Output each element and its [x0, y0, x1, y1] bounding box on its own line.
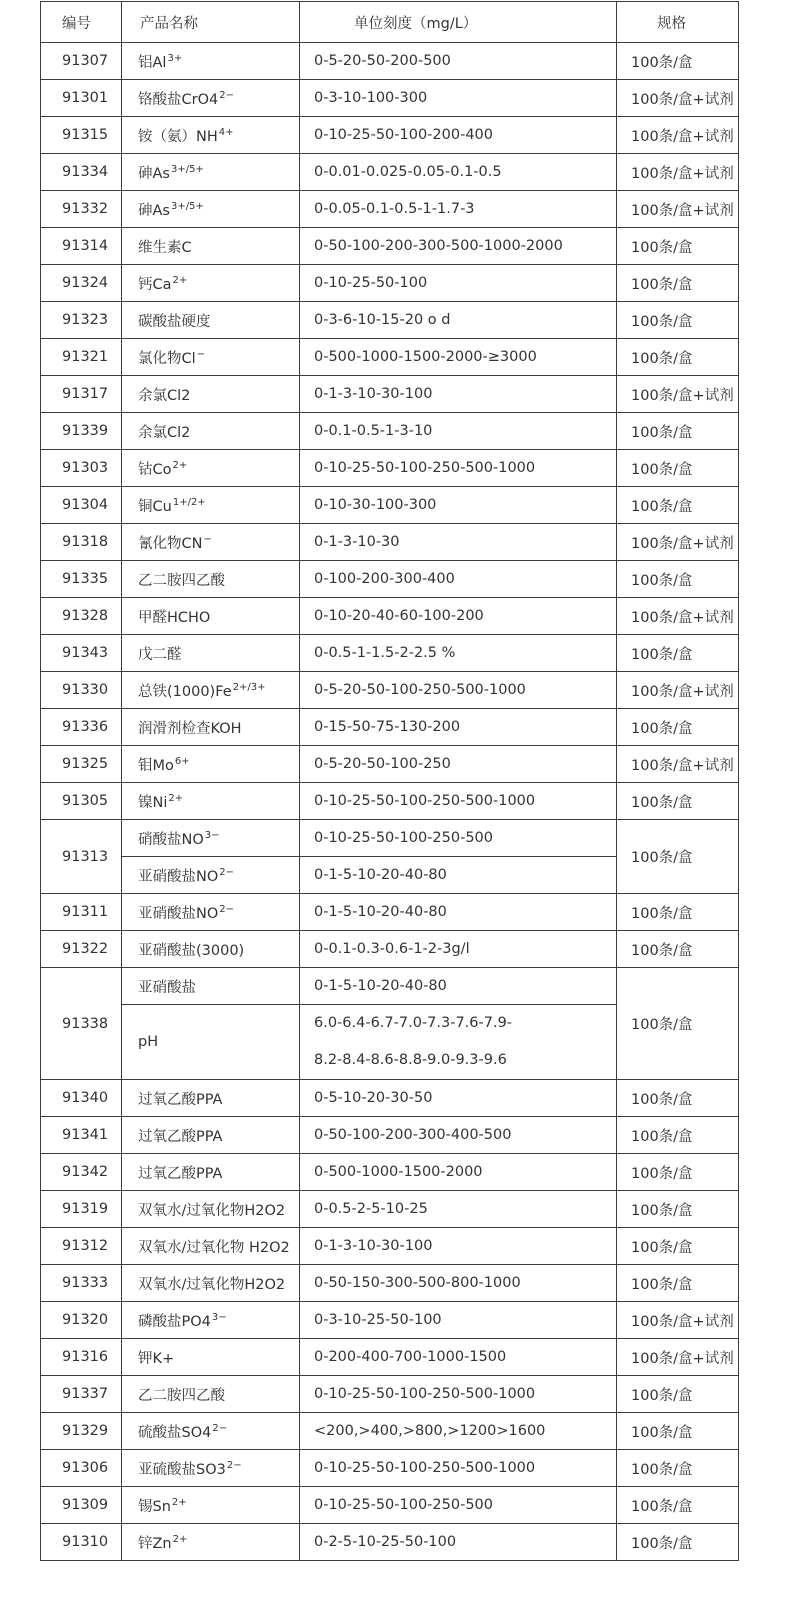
product-name: 亚硝酸盐NO — [138, 868, 219, 885]
product-name-cell — [122, 80, 300, 117]
package-spec: 100条/盒 — [617, 1191, 739, 1228]
package-spec: 100条/盒+试剂 — [617, 524, 739, 561]
scale-range: 0-10-25-50-100-250-500-1000 — [300, 783, 617, 820]
package-spec: 100条/盒+试剂 — [617, 376, 739, 413]
product-name-cell — [122, 413, 300, 450]
ion-charge: 3− — [211, 1311, 227, 1323]
product-code: 91339 — [41, 413, 122, 450]
product-name: 双氧水/过氧化物H2O2 — [138, 1276, 286, 1293]
product-name: 硫酸盐SO4 — [138, 1424, 212, 1441]
product-name: 亚硝酸盐 — [138, 979, 196, 996]
product-name-cell — [122, 154, 300, 191]
product-code: 91318 — [41, 524, 122, 561]
scale-range: 0-0.01-0.025-0.05-0.1-0.5 — [300, 154, 617, 191]
table-row — [41, 1487, 739, 1524]
product-code: 91335 — [41, 561, 122, 598]
table-row — [41, 376, 739, 413]
table-row — [41, 487, 739, 524]
package-spec: 100条/盒+试剂 — [617, 80, 739, 117]
scale-range: 0-1-3-10-30 — [300, 524, 617, 561]
product-name-cell — [122, 1080, 300, 1117]
table-row — [41, 191, 739, 228]
scale-range-line: 6.0-6.4-6.7-7.0-7.3-7.6-7.9- — [314, 1015, 513, 1031]
scale-range: 0-5-10-20-30-50 — [300, 1080, 617, 1117]
table-row — [41, 1376, 739, 1413]
product-name: 过氧乙酸PPA — [138, 1165, 223, 1182]
product-name-cell — [122, 228, 300, 265]
package-spec: 100条/盒 — [617, 339, 739, 376]
ion-charge: 2+ — [172, 1533, 188, 1545]
scale-range: 0-0.5-2-5-10-25 — [300, 1191, 617, 1228]
table-row — [41, 228, 739, 265]
scale-range: 0-50-100-200-300-400-500 — [300, 1117, 617, 1154]
scale-range-line: 8.2-8.4-8.6-8.8-9.0-9.3-9.6 — [314, 1052, 507, 1068]
product-name-cell — [122, 709, 300, 746]
scale-range: 0-200-400-700-1000-1500 — [300, 1339, 617, 1376]
package-spec: 100条/盒 — [617, 450, 739, 487]
product-name: 维生素C — [138, 239, 192, 256]
table-body — [41, 43, 739, 1561]
product-name: 铵（氨）NH — [138, 128, 218, 145]
product-name-cell — [122, 339, 300, 376]
package-spec: 100条/盒 — [617, 931, 739, 968]
ion-charge: 3− — [204, 829, 220, 841]
header-row — [41, 2, 739, 43]
product-code: 91334 — [41, 154, 122, 191]
table-row — [41, 820, 739, 857]
table-row — [41, 1302, 739, 1339]
product-name: pH — [138, 1034, 159, 1050]
product-code: 91343 — [41, 635, 122, 672]
table-row — [41, 968, 739, 1005]
product-name: 铜Cu — [138, 498, 172, 515]
product-code: 91306 — [41, 1450, 122, 1487]
product-name-cell — [122, 1005, 300, 1080]
product-name: 磷酸盐PO4 — [138, 1313, 211, 1330]
product-name: 过氧乙酸PPA — [138, 1091, 223, 1108]
product-code: 91330 — [41, 672, 122, 709]
product-code: 91315 — [41, 117, 122, 154]
package-spec: 100条/盒 — [617, 228, 739, 265]
package-spec: 100条/盒+试剂 — [617, 191, 739, 228]
package-spec: 100条/盒 — [617, 820, 739, 894]
scale-range: 0-50-150-300-500-800-1000 — [300, 1265, 617, 1302]
package-spec: 100条/盒 — [617, 1450, 739, 1487]
table-row — [41, 1117, 739, 1154]
package-spec: 100条/盒+试剂 — [617, 598, 739, 635]
scale-range: 0-0.1-0.3-0.6-1-2-3g/l — [300, 931, 617, 968]
product-name: 铬酸盐CrO4 — [138, 91, 219, 108]
scale-range: 0-0.1-0.5-1-3-10 — [300, 413, 617, 450]
product-name: 乙二胺四乙酸 — [138, 572, 225, 589]
package-spec: 100条/盒 — [617, 783, 739, 820]
product-name: 亚硝酸盐NO — [138, 905, 219, 922]
product-code: 91342 — [41, 1154, 122, 1191]
product-name-cell — [122, 191, 300, 228]
product-name: 氯化物Cl — [138, 350, 196, 367]
product-name-cell — [122, 1117, 300, 1154]
package-spec: 100条/盒 — [617, 709, 739, 746]
product-code: 91313 — [41, 820, 122, 894]
product-code: 91312 — [41, 1228, 122, 1265]
product-name: 钙Ca — [138, 276, 172, 293]
product-name: 碳酸盐硬度 — [138, 313, 211, 330]
scale-range: 0-5-20-50-100-250 — [300, 746, 617, 783]
product-table — [40, 1, 739, 1561]
ion-charge: 3+/5+ — [170, 163, 204, 175]
package-spec: 100条/盒+试剂 — [617, 117, 739, 154]
product-code: 91336 — [41, 709, 122, 746]
ion-charge: 2+ — [172, 459, 188, 471]
table-row — [41, 672, 739, 709]
table-row — [41, 339, 739, 376]
product-name-cell — [122, 1339, 300, 1376]
product-name-cell — [122, 968, 300, 1005]
product-name-cell — [122, 1376, 300, 1413]
product-name-cell — [122, 450, 300, 487]
ion-charge: 3+ — [167, 52, 183, 64]
table-row — [41, 450, 739, 487]
package-spec: 100条/盒+试剂 — [617, 154, 739, 191]
product-name: 砷As — [138, 165, 170, 182]
product-code: 91328 — [41, 598, 122, 635]
scale-range: 0-10-20-40-60-100-200 — [300, 598, 617, 635]
product-code: 91304 — [41, 487, 122, 524]
scale-range: 0-5-20-50-200-500 — [300, 43, 617, 80]
product-name-cell — [122, 524, 300, 561]
product-name-cell — [122, 672, 300, 709]
product-name-cell — [122, 265, 300, 302]
package-spec: 100条/盒+试剂 — [617, 1339, 739, 1376]
table-row — [41, 1228, 739, 1265]
product-code: 91301 — [41, 80, 122, 117]
table-row — [41, 524, 739, 561]
package-spec: 100条/盒 — [617, 1080, 739, 1117]
table-row — [41, 561, 739, 598]
table-row — [41, 43, 739, 80]
table-row — [41, 931, 739, 968]
product-name-cell — [122, 1524, 300, 1561]
package-spec: 100条/盒 — [617, 1524, 739, 1561]
scale-range: 0-0.5-1-1.5-2-2.5 % — [300, 635, 617, 672]
package-spec: 100条/盒 — [617, 1487, 739, 1524]
scale-range: 0-100-200-300-400 — [300, 561, 617, 598]
table-row — [41, 894, 739, 931]
package-spec: 100条/盒+试剂 — [617, 746, 739, 783]
product-code: 91337 — [41, 1376, 122, 1413]
product-name: 余氯Cl2 — [138, 424, 191, 441]
header-spec: 规格 — [617, 2, 739, 43]
scale-range: 0-500-1000-1500-2000 — [300, 1154, 617, 1191]
product-name: 锡Sn — [138, 1498, 171, 1515]
scale-range: 0-3-6-10-15-20 o d — [300, 302, 617, 339]
ion-charge: 2− — [219, 903, 235, 915]
table-row — [41, 154, 739, 191]
package-spec: 100条/盒 — [617, 1376, 739, 1413]
scale-range: 0-50-100-200-300-500-1000-2000 — [300, 228, 617, 265]
ion-charge: 2+/3+ — [232, 681, 266, 693]
product-name: 钴Co — [138, 461, 172, 478]
product-name: 砷As — [138, 202, 170, 219]
product-name: 亚硝酸盐(3000) — [138, 942, 245, 959]
product-name: 镍Ni — [138, 794, 168, 811]
ion-charge: 1+/2+ — [172, 496, 206, 508]
product-name-cell — [122, 894, 300, 931]
ion-charge: 2− — [212, 1422, 228, 1434]
product-code: 91303 — [41, 450, 122, 487]
scale-range: 0-500-1000-1500-2000-≥3000 — [300, 339, 617, 376]
product-code: 91333 — [41, 1265, 122, 1302]
scale-range: 0-10-25-50-100-250-500-1000 — [300, 450, 617, 487]
product-code: 91332 — [41, 191, 122, 228]
table-row — [41, 1450, 739, 1487]
table-row — [41, 80, 739, 117]
product-name-cell — [122, 783, 300, 820]
product-code: 91314 — [41, 228, 122, 265]
table-row — [41, 302, 739, 339]
ion-charge: 2− — [219, 866, 235, 878]
package-spec: 100条/盒 — [617, 265, 739, 302]
scale-range: 0-10-25-50-100-250-500-1000 — [300, 1450, 617, 1487]
package-spec: 100条/盒 — [617, 1228, 739, 1265]
product-name-cell — [122, 1450, 300, 1487]
product-code: 91321 — [41, 339, 122, 376]
table-row — [41, 635, 739, 672]
product-name: 甲醛HCHO — [138, 609, 211, 626]
product-name: 润滑剂检查KOH — [138, 720, 242, 737]
ion-charge: 2+ — [172, 274, 188, 286]
ion-charge: 2− — [226, 1459, 242, 1471]
scale-range: 0-3-10-25-50-100 — [300, 1302, 617, 1339]
package-spec: 100条/盒 — [617, 1117, 739, 1154]
product-code: 91324 — [41, 265, 122, 302]
table-row — [41, 709, 739, 746]
product-code: 91340 — [41, 1080, 122, 1117]
ion-charge: 6+ — [174, 755, 190, 767]
product-name: 双氧水/过氧化物H2O2 — [138, 1202, 286, 1219]
scale-range: 0-1-5-10-20-40-80 — [300, 857, 617, 894]
product-name-cell — [122, 931, 300, 968]
table-row — [41, 783, 739, 820]
product-name: 铝Al — [138, 54, 167, 71]
scale-range: 0-10-25-50-100-250-500 — [300, 820, 617, 857]
product-name: 乙二胺四乙酸 — [138, 1387, 225, 1404]
package-spec: 100条/盒+试剂 — [617, 1302, 739, 1339]
product-name-cell — [122, 1154, 300, 1191]
product-name-cell — [122, 1487, 300, 1524]
table-row — [41, 1154, 739, 1191]
product-name-cell — [122, 598, 300, 635]
product-name: 硝酸盐NO — [138, 831, 204, 848]
product-name-cell — [122, 746, 300, 783]
package-spec: 100条/盒+试剂 — [617, 672, 739, 709]
scale-range: 0-0.05-0.1-0.5-1-1.7-3 — [300, 191, 617, 228]
product-code: 91307 — [41, 43, 122, 80]
product-name-cell — [122, 1413, 300, 1450]
scale-range: <200,>400,>800,>1200>1600 — [300, 1413, 617, 1450]
product-name-cell — [122, 487, 300, 524]
scale-range: 0-10-25-50-100-200-400 — [300, 117, 617, 154]
product-name: 过氧乙酸PPA — [138, 1128, 223, 1145]
product-name-cell — [122, 635, 300, 672]
package-spec: 100条/盒 — [617, 302, 739, 339]
product-name: 总铁(1000)Fe — [138, 683, 232, 700]
product-name-cell — [122, 1228, 300, 1265]
table-row — [41, 117, 739, 154]
product-code: 91341 — [41, 1117, 122, 1154]
scale-range: 0-5-20-50-100-250-500-1000 — [300, 672, 617, 709]
table-row — [41, 598, 739, 635]
product-name-cell — [122, 1302, 300, 1339]
product-code: 91305 — [41, 783, 122, 820]
ion-charge: 2+ — [171, 1496, 187, 1508]
table-row — [41, 1080, 739, 1117]
product-code: 91309 — [41, 1487, 122, 1524]
scale-range: 0-2-5-10-25-50-100 — [300, 1524, 617, 1561]
package-spec: 100条/盒 — [617, 635, 739, 672]
product-name: 锌Zn — [138, 1535, 172, 1552]
product-name: 钾K+ — [138, 1350, 175, 1367]
product-name-cell — [122, 376, 300, 413]
product-name-cell — [122, 857, 300, 894]
ion-charge: − — [196, 348, 206, 360]
scale-range: 0-1-5-10-20-40-80 — [300, 894, 617, 931]
package-spec: 100条/盒 — [617, 487, 739, 524]
table-header — [41, 2, 739, 43]
scale-range — [300, 1005, 617, 1080]
header-range: 单位刻度（mg/L） — [300, 2, 617, 43]
table-row — [41, 1191, 739, 1228]
package-spec: 100条/盒 — [617, 561, 739, 598]
ion-charge: 2+ — [168, 792, 184, 804]
product-code: 91316 — [41, 1339, 122, 1376]
scale-range: 0-1-5-10-20-40-80 — [300, 968, 617, 1005]
package-spec: 100条/盒 — [617, 1413, 739, 1450]
product-name-cell — [122, 1265, 300, 1302]
scale-range: 0-10-30-100-300 — [300, 487, 617, 524]
ion-charge: 4+ — [218, 126, 234, 138]
table-row — [41, 746, 739, 783]
package-spec: 100条/盒 — [617, 968, 739, 1080]
product-code: 91329 — [41, 1413, 122, 1450]
product-name: 亚硫酸盐SO3 — [138, 1461, 226, 1478]
product-name: 双氧水/过氧化物 H2O2 — [138, 1239, 290, 1256]
header-name: 产品名称 — [122, 2, 300, 43]
ion-charge: 2− — [219, 89, 234, 101]
scale-range: 0-10-25-50-100 — [300, 265, 617, 302]
product-name-cell — [122, 820, 300, 857]
product-code: 91322 — [41, 931, 122, 968]
product-name-cell — [122, 302, 300, 339]
product-code: 91311 — [41, 894, 122, 931]
product-name-cell — [122, 1191, 300, 1228]
product-name: 氰化物CN — [138, 535, 203, 552]
product-code: 91310 — [41, 1524, 122, 1561]
table-row — [41, 1524, 739, 1561]
table-row — [41, 413, 739, 450]
product-name: 戊二醛 — [138, 646, 182, 663]
product-code: 91320 — [41, 1302, 122, 1339]
product-name-cell — [122, 561, 300, 598]
product-code: 91319 — [41, 1191, 122, 1228]
package-spec: 100条/盒 — [617, 1154, 739, 1191]
ion-charge: − — [203, 533, 212, 545]
product-code: 91323 — [41, 302, 122, 339]
package-spec: 100条/盒 — [617, 413, 739, 450]
header-code: 编号 — [41, 2, 122, 43]
product-name-cell — [122, 43, 300, 80]
product-name-cell — [122, 117, 300, 154]
table-row — [41, 1265, 739, 1302]
package-spec: 100条/盒 — [617, 43, 739, 80]
table-row — [41, 265, 739, 302]
scale-range: 0-3-10-100-300 — [300, 80, 617, 117]
scale-range: 0-1-3-10-30-100 — [300, 376, 617, 413]
package-spec: 100条/盒 — [617, 894, 739, 931]
table-row — [41, 1413, 739, 1450]
product-name: 余氯Cl2 — [138, 387, 191, 404]
scale-range: 0-10-25-50-100-250-500-1000 — [300, 1376, 617, 1413]
scale-range: 0-15-50-75-130-200 — [300, 709, 617, 746]
scale-range: 0-10-25-50-100-250-500 — [300, 1487, 617, 1524]
product-code: 91317 — [41, 376, 122, 413]
scale-range: 0-1-3-10-30-100 — [300, 1228, 617, 1265]
product-code: 91338 — [41, 968, 122, 1080]
package-spec: 100条/盒 — [617, 1265, 739, 1302]
product-name: 钼Mo — [138, 757, 174, 774]
table-row — [41, 1339, 739, 1376]
ion-charge: 3+/5+ — [170, 200, 204, 212]
product-code: 91325 — [41, 746, 122, 783]
